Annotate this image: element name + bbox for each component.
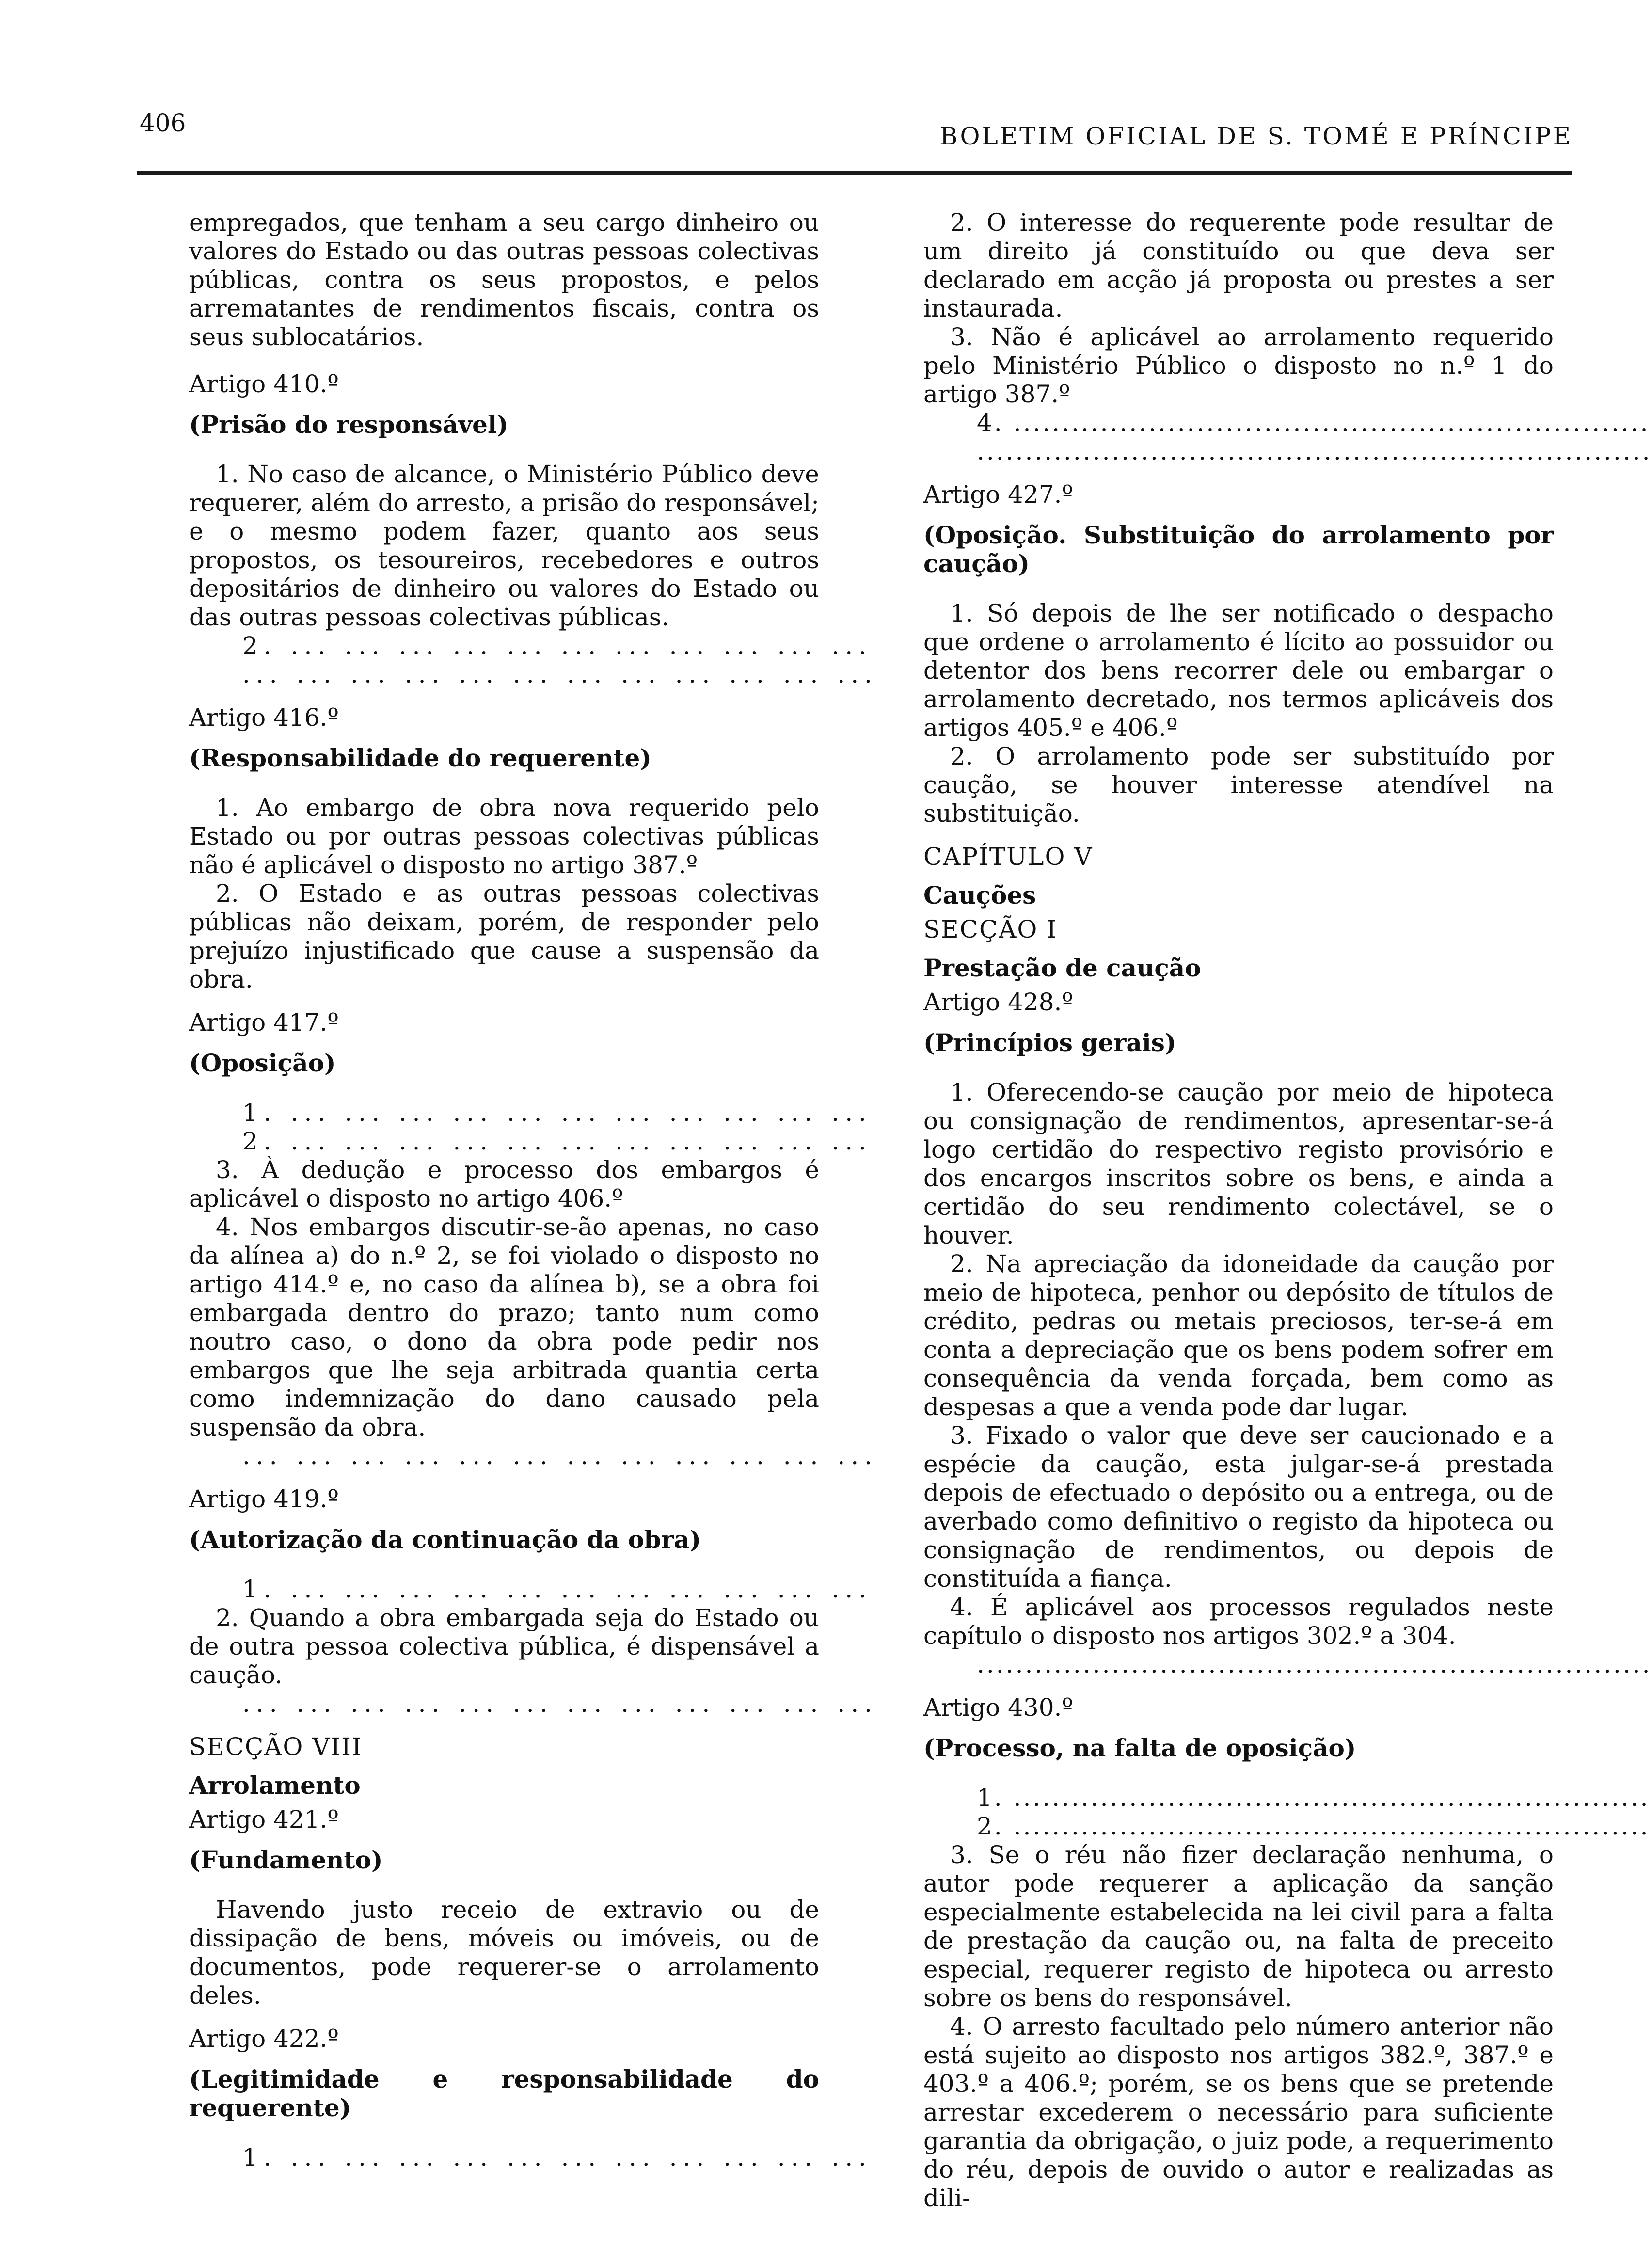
elision-dots: ...................................................................... bbox=[977, 1650, 1652, 1678]
paragraph: 3. Não é aplicável ao arrolamento requerido pelo Ministério Público o disposto no n.º 1 do artigo 387.º bbox=[923, 323, 1554, 408]
chapter-heading: CAPÍTULO V bbox=[923, 843, 1093, 871]
elided-paragraph: 1. ... ... ... ... ... ... ... ... ... ... ... bbox=[242, 2143, 873, 2171]
article-heading: Artigo 410.º bbox=[189, 370, 339, 398]
paragraph: 3. Se o réu não fizer declaração nenhuma, o autor pode requerer a aplicação da sanção especialmente estabelecida na lei civil para a falta de prestação da caução ou, na falta de preceito especial, requerer registo de hipoteca ou arresto sobre os bens do responsável. bbox=[923, 1841, 1554, 2012]
paragraph: 2. O arrolamento pode ser substituído por caução, se houver interesse atendível na substituição. bbox=[923, 742, 1554, 828]
elided-paragraph: 1. ... ... ... ... ... ... ... ... ... ... ... bbox=[242, 1575, 873, 1603]
section-heading: SECÇÃO VIII bbox=[189, 1733, 363, 1761]
paragraph: Havendo justo receio de extravio ou de dissipação de bens, móveis ou imóveis, ou de documentos, pode requerer-se o arrolamento deles. bbox=[189, 1896, 819, 2010]
section-title: Arrolamento bbox=[189, 1771, 361, 1800]
paragraph: 1. Ao embargo de obra nova requerido pelo Estado ou por outras pessoas colectivas públicas não é aplicável o disposto no artigo 387.º bbox=[189, 794, 819, 879]
article-heading: Artigo 421.º bbox=[189, 1805, 339, 1834]
elision-dots: ... ... ... ... ... ... ... ... ... ... ... ... bbox=[242, 1442, 878, 1470]
article-heading: Artigo 416.º bbox=[189, 703, 339, 732]
elided-paragraph: 2. ... ... ... ... ... ... ... ... ... ... ... bbox=[242, 632, 873, 660]
elided-paragraph: 1. .................................................................. bbox=[977, 1784, 1650, 1812]
paragraph: 1. Oferecendo-se caução por meio de hipoteca ou consignação de rendimentos, apresentar-se-á logo certidão do respectivo registo provisório e dos encargos inscritos sobre os bens, e ainda a certidão do seu rendimento colectável, se o houver. bbox=[923, 1078, 1554, 1249]
header-rule bbox=[137, 171, 1572, 175]
paragraph: 1. No caso de alcance, o Ministério Público deve requerer, além do arresto, a prisão do responsável; e o mesmo podem fazer, quanto aos seus propostos, os tesoureiros, recebedores e outros depositários de dinheiro ou valores do Estado ou das outras pessoas colectivas públicas. bbox=[189, 460, 819, 631]
article-heading: Artigo 428.º bbox=[923, 988, 1073, 1016]
section-heading: SECÇÃO I bbox=[923, 915, 1058, 943]
article-title: (Princípios gerais) bbox=[923, 1028, 1176, 1057]
chapter-title: Cauções bbox=[923, 881, 1036, 909]
article-title: (Oposição) bbox=[189, 1049, 336, 1077]
elided-paragraph: 4. .................................................................. bbox=[977, 409, 1650, 437]
elision-dots: ...................................................................... bbox=[977, 437, 1652, 465]
article-title: (Processo, na falta de oposição) bbox=[923, 1734, 1356, 1762]
paragraph: 4. É aplicável aos processos regulados neste capítulo o disposto nos artigos 302.º a 304. bbox=[923, 1593, 1554, 1650]
article-title: (Autorização da continuação da obra) bbox=[189, 1525, 701, 1554]
paragraph: empregados, que tenham a seu cargo dinheiro ou valores do Estado ou das outras pessoas colectivas públicas, contra os seus propostos, e pelos arrematantes de rendimentos fiscais, contra os seus sublocatários. bbox=[189, 208, 819, 351]
paragraph: 3. À dedução e processo dos embargos é aplicável o disposto no artigo 406.º bbox=[189, 1156, 819, 1212]
article-heading: Artigo 417.º bbox=[189, 1008, 339, 1037]
elided-paragraph: 2. .................................................................. bbox=[977, 1812, 1650, 1840]
article-heading: Artigo 419.º bbox=[189, 1485, 339, 1513]
article-title: (Oposição. Substituição do arrolamento por caução) bbox=[923, 521, 1554, 578]
left-column bbox=[189, 208, 878, 2172]
paragraph: 3. Fixado o valor que deve ser caucionado e a espécie da caução, esta julgar-se-á prestada depois de efectuado o depósito ou a entrega, ou de averbado como definitivo o registo da hipoteca ou consignação de rendimentos, ou depois de constituída a fiança. bbox=[923, 1421, 1554, 1593]
elision-dots: ... ... ... ... ... ... ... ... ... ... ... ... bbox=[242, 660, 878, 688]
article-title: (Prisão do responsável) bbox=[189, 410, 508, 439]
running-header: BOLETIM OFICIAL DE S. TOMÉ E PRÍNCIPE bbox=[939, 122, 1573, 150]
article-title: (Legitimidade e responsabilidade do requerente) bbox=[189, 2065, 819, 2122]
right-column bbox=[923, 208, 1652, 2213]
page-number: 406 bbox=[140, 109, 186, 137]
paragraph: 2. Na apreciação da idoneidade da caução por meio de hipoteca, penhor ou depósito de títulos de crédito, pedras ou metais preciosos, ter-se-á em conta a depreciação que os bens podem sofrer em consequência da venda forçada, bem como as despesas a que a venda pode dar lugar. bbox=[923, 1250, 1554, 1421]
article-title: (Fundamento) bbox=[189, 1846, 383, 1874]
elided-paragraph: 1. ... ... ... ... ... ... ... ... ... ... ... bbox=[242, 1099, 873, 1127]
article-heading: Artigo 430.º bbox=[923, 1693, 1073, 1722]
paragraph: 1. Só depois de lhe ser notificado o despacho que ordene o arrolamento é lícito ao possuidor ou detentor dos bens recorrer dele ou embargar o arrolamento decretado, nos termos aplicáveis dos artigos 405.º e 406.º bbox=[923, 599, 1554, 742]
section-title: Prestação de caução bbox=[923, 954, 1201, 982]
article-heading: Artigo 422.º bbox=[189, 2025, 339, 2053]
article-heading: Artigo 427.º bbox=[923, 480, 1073, 509]
paragraph: 2. O interesse do requerente pode resultar de um direito já constituído ou que deva ser declarado em acção já proposta ou prestes a ser instaurada. bbox=[923, 208, 1554, 322]
paragraph: 4. O arresto facultado pelo número anterior não está sujeito ao disposto nos artigos 382.º, 387.º e 403.º a 406.º; porém, se os bens que se pretende arrestar excederem o necessário para suficiente garantia da obrigação, o juiz pode, a requerimento do réu, depois de ouvido o autor e realizadas as dili- bbox=[923, 2012, 1554, 2212]
paragraph: 2. O Estado e as outras pessoas colectivas públicas não deixam, porém, de responder pelo prejuízo injustificado que cause a suspensão da obra. bbox=[189, 879, 819, 993]
elision-dots: ... ... ... ... ... ... ... ... ... ... ... ... bbox=[242, 1690, 878, 1718]
paragraph: 2. Quando a obra embargada seja do Estado ou de outra pessoa colectiva pública, é dispensável a caução. bbox=[189, 1604, 819, 1689]
elided-paragraph: 2. ... ... ... ... ... ... ... ... ... ... ... bbox=[242, 1127, 873, 1155]
article-title: (Responsabilidade do requerente) bbox=[189, 744, 651, 772]
paragraph: 4. Nos embargos discutir-se-ão apenas, no caso da alínea a) do n.º 2, se foi violado o disposto no artigo 414.º e, no caso da alínea b), se a obra foi embargada dentro do prazo; tanto num como noutro caso, o dono da obra pode pedir nos embargos que lhe seja arbitrada quantia certa como indemnização do dano causado pela suspensão da obra. bbox=[189, 1213, 819, 1441]
